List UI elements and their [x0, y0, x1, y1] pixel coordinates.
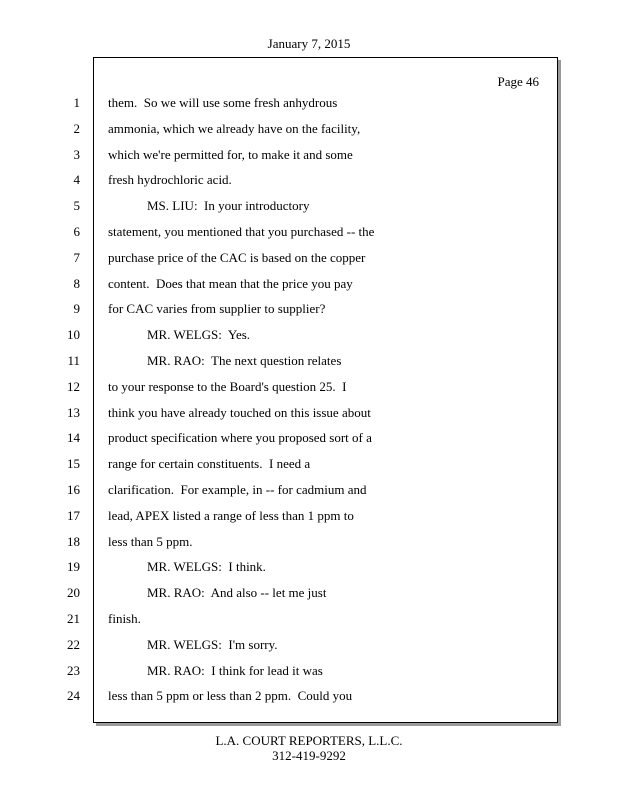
- line-number: 16: [67, 482, 80, 497]
- line-number: 22: [67, 637, 80, 652]
- line-number: 19: [67, 559, 80, 574]
- transcript-line: MR. RAO: And also -- let me just: [108, 585, 327, 600]
- transcript-line: MR. WELGS: I'm sorry.: [108, 637, 278, 652]
- line-number: 13: [67, 405, 80, 420]
- transcript-line: MS. LIU: In your introductory: [108, 198, 310, 213]
- line-number: 8: [73, 276, 80, 291]
- transcript-line: content. Does that mean that the price you pay: [108, 276, 353, 291]
- transcript-line: ammonia, which we already have on the facility,: [108, 121, 361, 136]
- transcript-line: range for certain constituents. I need a: [108, 456, 311, 471]
- transcript-line: statement, you mentioned that you purchased -- the: [108, 224, 375, 239]
- transcript-line: MR. RAO: I think for lead it was: [108, 663, 323, 678]
- line-number: 24: [67, 688, 80, 703]
- transcript-line: which we're permitted for, to make it and some: [108, 147, 353, 162]
- transcript-line: for CAC varies from supplier to supplier?: [108, 301, 326, 316]
- transcript-line: lead, APEX listed a range of less than 1 ppm to: [108, 508, 354, 523]
- line-number: 7: [73, 250, 80, 265]
- header-date: January 7, 2015: [267, 36, 351, 51]
- line-number: 4: [73, 172, 80, 187]
- line-number: 12: [67, 379, 80, 394]
- transcript-line: less than 5 ppm.: [108, 534, 193, 549]
- footer-company: L.A. COURT REPORTERS, L.L.C.: [215, 733, 403, 748]
- line-number: 18: [67, 534, 80, 549]
- line-number: 14: [67, 430, 80, 445]
- transcript-line: product specification where you proposed sort of a: [108, 430, 372, 445]
- line-number: 10: [67, 327, 80, 342]
- transcript-line: clarification. For example, in -- for cadmium and: [108, 482, 367, 497]
- footer-phone: 312-419-9292: [272, 748, 346, 763]
- line-number: 11: [67, 353, 80, 368]
- transcript-line: less than 5 ppm or less than 2 ppm. Could you: [108, 688, 353, 703]
- line-number: 23: [67, 663, 80, 678]
- line-number: 15: [67, 456, 80, 471]
- line-number: 20: [67, 585, 80, 600]
- transcript-line: purchase price of the CAC is based on the copper: [108, 250, 366, 265]
- transcript-line: MR. RAO: The next question relates: [108, 353, 342, 368]
- line-number: 1: [73, 95, 80, 110]
- line-number: 6: [73, 224, 80, 239]
- transcript-line: finish.: [108, 611, 141, 626]
- transcript-line: them. So we will use some fresh anhydrous: [108, 95, 338, 110]
- footer: [0, 733, 618, 763]
- line-number: 2: [73, 121, 80, 136]
- line-number: 5: [73, 198, 80, 213]
- transcript-line: MR. WELGS: I think.: [108, 559, 266, 574]
- line-number: 3: [73, 147, 80, 162]
- line-number: 21: [67, 611, 80, 626]
- transcript-line: to your response to the Board's question 25. I: [108, 379, 347, 394]
- transcript-line: think you have already touched on this issue about: [108, 405, 371, 420]
- page-number: Page 46: [497, 74, 539, 89]
- transcript-line: fresh hydrochloric acid.: [108, 172, 232, 187]
- line-number: 17: [67, 508, 80, 523]
- transcript-line: MR. WELGS: Yes.: [108, 327, 251, 342]
- line-number: 9: [73, 301, 80, 316]
